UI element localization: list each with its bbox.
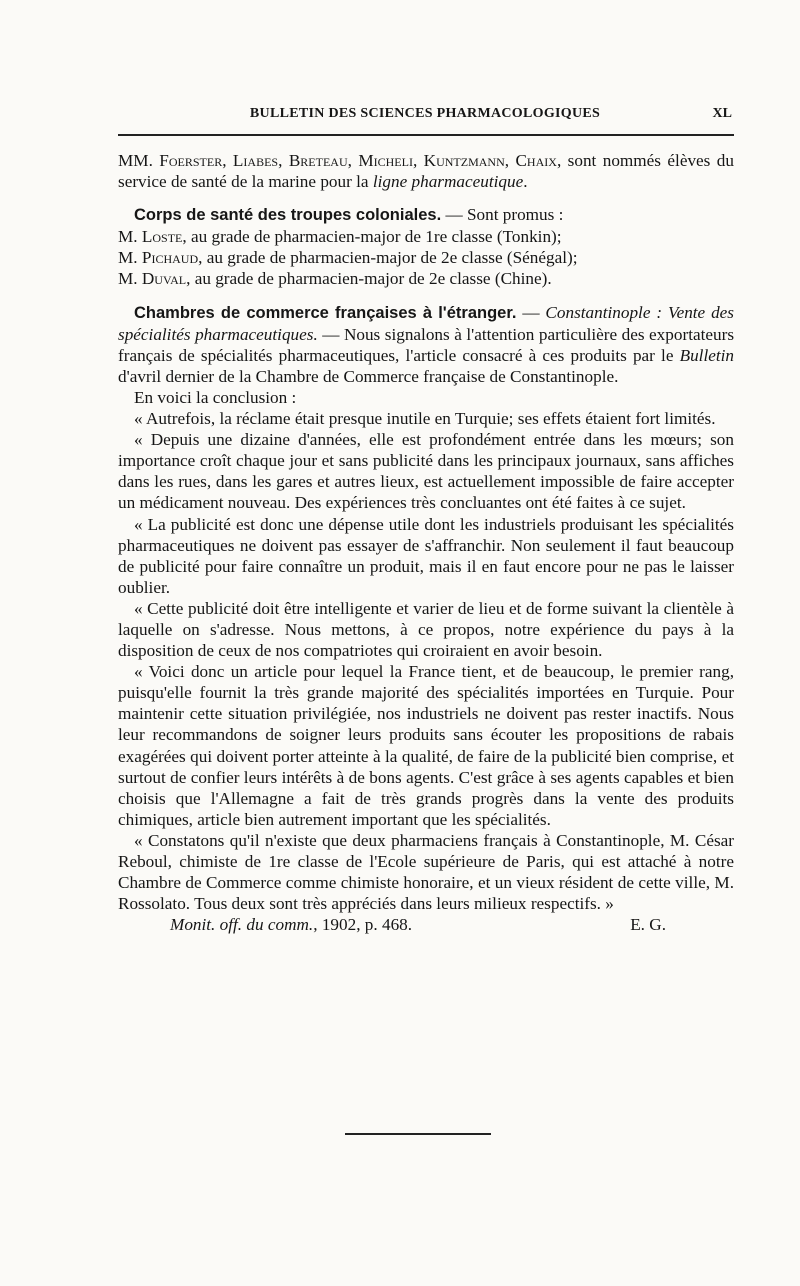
paragraph: « Voici donc un article pour lequel la France tient, et de beaucoup, le premier rang, puisqu'elle fournit la très grande majorité des spécialités importées en Turquie. Pour maintenir cette situation privilégiée, nos industriels ne doivent pas rester inactifs. Nous leur recommandons de soigner leurs produits sans écouter les propositions de rabais exagérées qui doivent porter atteinte à la qualité, de faire de la publicité bien comprise, et surtout de confier leurs intérêts à de bons agents. C'est grâce à ses agents capables et bien choisis que l'Allemagne a fait de très grands progrès dans la vente des produits chimiques, article bien autrement important que les spécialités. xyxy=(118,662,734,829)
source-line xyxy=(118,914,734,935)
text-segment: , 1902, p. 468. xyxy=(313,915,413,935)
paragraph: « Depuis une dizaine d'années, elle est profondément entrée dans les mœurs; son importance croît chaque jour et sans publicité dans les principaux journaux, sans affiches dans les rues, dans les gares et autres lieux, est actuellement impossible de faire accepter un médicament nouveau. Des expériences très concluantes ont été faites à ce sujet. xyxy=(118,430,734,513)
promotion-item xyxy=(118,268,734,289)
corps-heading: Corps de santé des troupes coloniales. xyxy=(134,206,442,225)
person-name: Loste xyxy=(141,227,183,247)
corps-heading-line xyxy=(118,204,734,226)
text-segment: , au grade de pharmacien-major de 2e classe (Chine). xyxy=(186,269,552,289)
chambres-subtitle: Constantinople : Vente des spécialités pharmaceutiques. xyxy=(118,302,734,344)
text-segment: M. xyxy=(118,227,142,247)
paragraph-chambres xyxy=(118,302,734,387)
paragraph: « Cette publicité doit être intelligente et varier de lieu et de forme suivant la clientèle à laquelle on s'adresse. Nous mettons, à ce propos, notre expérience du pays à la disposition de ceux de nos compatriotes qui croiraient en avoir besoin. xyxy=(118,598,734,661)
text-segment: — xyxy=(516,302,546,322)
text-segment: — Sont promus : xyxy=(441,205,564,225)
text-segment: . xyxy=(523,172,528,192)
text-segment: M. xyxy=(118,269,142,289)
journal-title: BULLETIN DES SCIENCES PHARMACOLOGIQUES xyxy=(249,106,601,121)
text-segment: MM. xyxy=(118,151,160,170)
paragraph-eleves xyxy=(118,150,734,192)
citation-title: Monit. off. du comm. xyxy=(170,915,314,935)
page-folio: XL xyxy=(712,106,732,121)
text-segment: , au grade de pharmacien-major de 1re classe (Tonkin); xyxy=(182,227,562,247)
person-name: Duval xyxy=(141,269,187,289)
paragraph: En voici la conclusion : xyxy=(134,387,297,407)
text-segment: , sont nommés élèves du service de santé de la marine pour la xyxy=(118,151,734,192)
bulletin-ref: Bulletin xyxy=(679,345,734,365)
student-names: Foerster, Liabes, Breteau, Micheli, Kuntzmann, Chaix xyxy=(159,151,557,170)
person-name: Pichaud xyxy=(141,248,199,268)
header-rule xyxy=(118,134,734,136)
paragraph: « Constatons qu'il n'existe que deux pharmaciens français à Constantinople, M. César Reboul, chimiste de 1re classe de l'Ecole supérieure de Paris, qui est attaché à notre Chambre de Commerce comme chimiste honoraire, et un vieux résident de cette ville, M. Rossolato. Tous deux sont très appréciés dans leurs milieux respectifs. » xyxy=(118,830,734,914)
paragraph: « Autrefois, la réclame était presque inutile en Turquie; ses effets étaient fort limités. xyxy=(134,409,716,429)
author-initials: E. G. xyxy=(630,915,666,935)
chambres-heading: Chambres de commerce françaises à l'étranger. xyxy=(134,303,517,322)
closing-rule xyxy=(345,1133,491,1135)
ligne-pharmaceutique: ligne pharmaceutique xyxy=(372,172,524,192)
running-header xyxy=(118,106,732,130)
text-segment: — Nous signalons à l'attention particulière des exportateurs français de spécialités pharmaceutiques, l'article consacré à ces produits par le xyxy=(118,324,735,365)
text-segment: , au grade de pharmacien-major de 2e classe (Sénégal); xyxy=(198,248,578,268)
promotion-item xyxy=(118,226,734,247)
text-segment: M. xyxy=(118,248,142,268)
text-segment: d'avril dernier de la Chambre de Commerce française de Constantinople. xyxy=(118,366,619,386)
paragraph: « La publicité est donc une dépense utile dont les industriels produisant les spécialités pharmaceutiques ne doivent pas essayer de s'affranchir. Non seulement il faut beaucoup de publicité pour faire connaître un produit, mais il en faut encore pour ne pas le laisser oublier. xyxy=(118,514,734,597)
promotion-item xyxy=(118,247,734,268)
source-citation xyxy=(170,914,412,935)
article-body xyxy=(118,150,734,935)
